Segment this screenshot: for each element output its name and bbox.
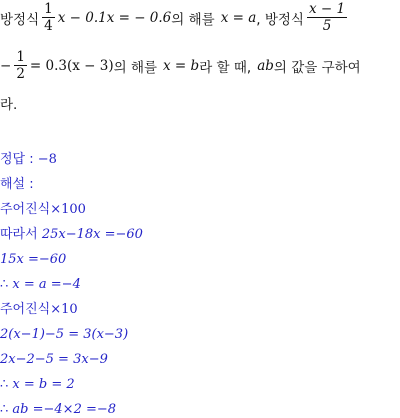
- minus-sign: −: [0, 57, 12, 74]
- answer-label: 정답 :: [0, 152, 34, 167]
- step-9-math: ab =−4×2 =−8: [12, 402, 117, 417]
- problem-text-2: 의 해를: [171, 11, 215, 28]
- step-5-math: ×10: [50, 302, 78, 317]
- step-2: [0, 227, 143, 243]
- problem-text-6: 의 값을 구하여: [273, 59, 361, 76]
- step-4: [0, 277, 81, 293]
- equation-1: x − 0.1x = − 0.6: [57, 9, 172, 26]
- step-1-label: 주어진식: [0, 202, 51, 217]
- solution-a: x = a: [220, 9, 257, 26]
- problem-line-3: [0, 93, 17, 113]
- step-8: [0, 377, 75, 393]
- fraction-numerator: 1: [44, 1, 53, 17]
- fraction-denominator: 2: [16, 66, 25, 82]
- step-5-label: 주어진식: [0, 302, 51, 317]
- therefore-symbol: ∴: [0, 277, 9, 292]
- step-9: [0, 402, 116, 418]
- fraction-x-1-over-5: [307, 2, 347, 33]
- step-5: [0, 302, 78, 318]
- step-2-math: 25x−18x =−60: [41, 227, 143, 242]
- step-7: [0, 352, 108, 368]
- step-4-math: x = a =−4: [12, 277, 81, 292]
- problem-text-1: 방정식: [0, 11, 40, 28]
- step-6: [0, 327, 128, 343]
- problem-text-5: 라 할 때,: [199, 59, 252, 76]
- problem-line-1: [0, 2, 350, 33]
- therefore-symbol: ∴: [0, 402, 9, 417]
- problem-text-4: 의 해를: [113, 59, 158, 76]
- problem-line-2: [0, 50, 361, 81]
- step-3: [0, 252, 66, 268]
- fraction-denominator: 4: [44, 18, 53, 34]
- product-ab: ab: [257, 57, 274, 74]
- step-1-math: ×100: [50, 202, 86, 217]
- solution-b: x = b: [163, 57, 200, 74]
- answer-value: −8: [37, 152, 57, 167]
- problem-text-7: 라.: [0, 97, 18, 113]
- fraction-1-2: [14, 50, 27, 81]
- step-6-math: 2(x−1)−5 = 3(x−3): [0, 327, 129, 342]
- fraction-denominator: 5: [322, 18, 332, 34]
- answer-line: [0, 152, 57, 168]
- step-8-math: x = b = 2: [12, 377, 75, 392]
- explanation-label: [0, 177, 34, 193]
- equation-2: = 0.3(x − 3): [29, 57, 114, 74]
- explanation-label-text: 해설 :: [0, 177, 34, 192]
- step-3-math: 15x =−60: [0, 252, 67, 267]
- fraction-1-4: [42, 2, 55, 33]
- step-1: [0, 202, 86, 218]
- step-7-math: 2x−2−5 = 3x−9: [0, 352, 108, 367]
- fraction-numerator: 1: [16, 49, 25, 65]
- step-2-label: 따라서: [0, 227, 38, 242]
- problem-text-3: , 방정식: [256, 11, 304, 28]
- therefore-symbol: ∴: [0, 377, 9, 392]
- fraction-numerator: x − 1: [308, 1, 346, 17]
